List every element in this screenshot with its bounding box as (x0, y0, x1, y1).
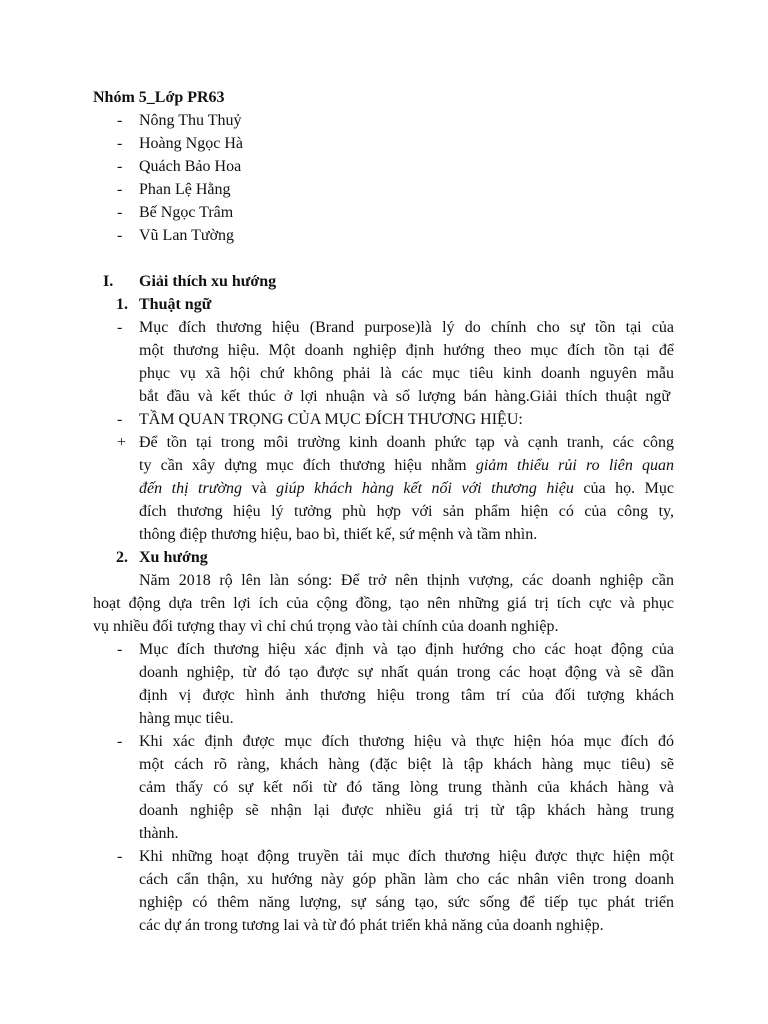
paragraph-line: nghiệp có thêm năng lượng, sự sáng tạo, sức sống để tiếp tục phát triển (139, 894, 674, 911)
member-name: Bế Ngọc Trâm (139, 204, 234, 221)
section-number: I. (103, 273, 114, 290)
subsection-number: 1. (116, 296, 128, 313)
italic-text-run: giúp khách hàng kết nối với thương hiệu (276, 480, 574, 497)
list-dash: - (117, 733, 123, 750)
member-name: Hoàng Ngọc Hà (139, 135, 243, 152)
italic-text-run: đến thị trường (139, 480, 242, 497)
paragraph-line (139, 477, 674, 500)
subsection-number: 2. (116, 549, 128, 566)
paragraph-line: thông điệp thương hiệu, bao bì, thiết kế, sứ mệnh và tầm nhìn. (139, 526, 538, 543)
paragraph-line: một thương hiệu. Một doanh nghiệp định hướng theo mục đích tồn tại để (139, 342, 674, 359)
paragraph-line: Mục đích thương hiệu xác định và tạo định hướng cho các hoạt động của (139, 641, 674, 658)
section-heading: Giải thích xu hướng (139, 273, 277, 290)
list-dash: - (117, 181, 123, 198)
italic-text-run: giảm thiểu rủi ro liên quan (475, 457, 674, 474)
paragraph-line: các dự án trong tương lai và từ đó phát triển khả năng của doanh nghiệp. (139, 917, 604, 934)
paragraph-line: doanh nghiệp, từ đó tạo được sự nhất quán trong các hoạt động và sẽ dần (139, 664, 674, 681)
member-name: Vũ Lan Tường (139, 227, 235, 244)
text-run: ty cần xây dựng mục đích thương hiệu nhằm (139, 457, 476, 474)
text-run: và (241, 480, 277, 497)
list-dash: - (117, 158, 123, 175)
list-dash: - (117, 112, 123, 129)
list-dash: - (117, 641, 123, 658)
paragraph-line: Khi những hoạt động truyền tải mục đích thương hiệu được thực hiện một (139, 848, 674, 865)
paragraph-line: định vị được hình ảnh thương hiệu trong tâm trí của đối tượng khách (139, 687, 674, 704)
paragraph-line: Mục đích thương hiệu (Brand purpose)là lý do chính cho sự tồn tại của (139, 319, 674, 336)
member-name: Quách Bảo Hoa (139, 158, 242, 175)
paragraph-line: Để tồn tại trong môi trường kinh doanh phức tạp và cạnh tranh, các công (139, 434, 674, 451)
paragraph-line (139, 454, 674, 477)
paragraph-line: đích thương hiệu lý tưởng phù hợp với sản phẩm hiện có của công ty, (139, 503, 674, 520)
paragraph-line: cách cẩn thận, xu hướng này góp phần làm cho các nhân viên trong doanh (139, 871, 674, 888)
paragraph-line: thành. (139, 825, 179, 842)
paragraph-line: hoạt động dựa trên lợi ích của cộng đồng, tạo nên những giá trị tích cực và phục (93, 595, 674, 612)
paragraph-line: phục vụ xã hội chứ không phải là các mục tiêu kinh doanh nguyên mẫu (139, 365, 674, 382)
paragraph-line: Năm 2018 rộ lên làn sóng: Để trở nên thịnh vượng, các doanh nghiệp cần (139, 572, 674, 589)
group-title: Nhóm 5_Lớp PR63 (93, 89, 225, 106)
paragraph-line: hàng mục tiêu. (139, 710, 234, 727)
list-dash: - (117, 411, 123, 428)
list-dash: - (117, 227, 123, 244)
list-dash: - (117, 319, 123, 336)
list-dash: - (117, 848, 123, 865)
paragraph-line: TẦM QUAN TRỌNG CỦA MỤC ĐÍCH THƯƠNG HIỆU: (139, 411, 523, 428)
paragraph-line: cảm thấy có sự kết nối từ đó tăng lòng trung thành của khách hàng và (139, 779, 674, 796)
list-dash: - (117, 135, 123, 152)
paragraph-line: Khi xác định được mục đích thương hiệu và thực hiện hóa mục đích đó (139, 733, 674, 750)
member-name: Phan Lệ Hằng (139, 181, 231, 198)
text-run: của họ. Mục (573, 480, 674, 497)
paragraph-line: một cách rõ ràng, khách hàng (đặc biệt là tập khách hàng mục tiêu) sẽ (139, 756, 674, 773)
member-name: Nông Thu Thuỷ (139, 112, 242, 129)
list-dash: - (117, 204, 123, 221)
paragraph-line: vụ nhiều đối tượng thay vì chỉ chú trọng vào tài chính của doanh nghiệp. (93, 618, 559, 635)
paragraph-line: bắt đầu và kết thúc ở lợi nhuận và số lượng bán hàng.Giải thích thuật ngữ (139, 388, 670, 405)
subsection-heading: Xu hướng (139, 549, 208, 566)
paragraph-line: doanh nghiệp sẽ nhận lại được nhiều giá trị từ tập khách hàng trung (139, 802, 674, 819)
subsection-heading: Thuật ngữ (139, 296, 212, 313)
list-plus: + (117, 434, 127, 451)
